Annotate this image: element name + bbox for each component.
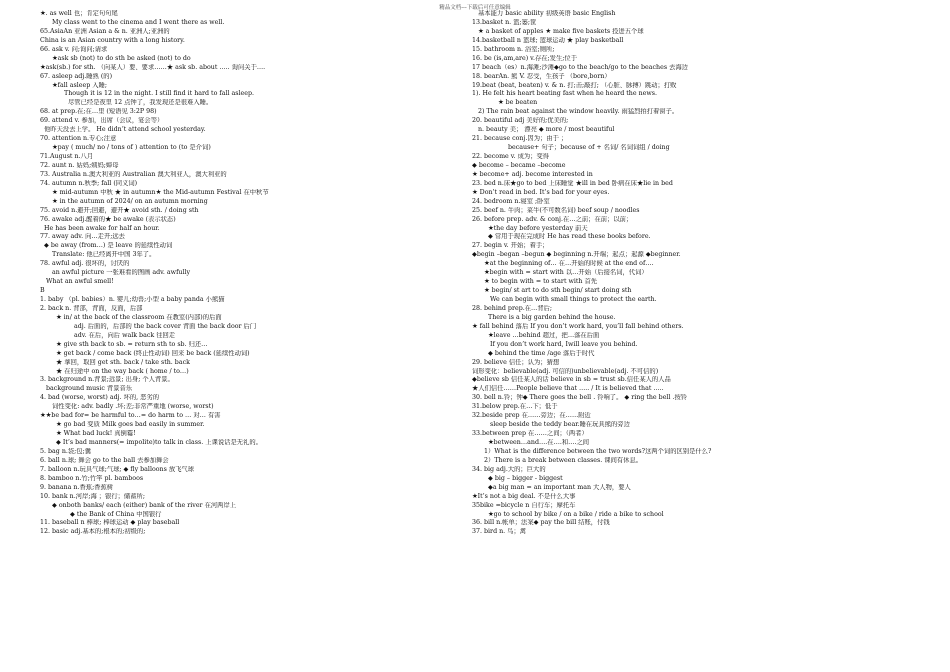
text-line: ◆ behind the time /age 落后于时代	[488, 349, 595, 357]
text-line: 他昨天没去上学。 He didn’t attend school yesterday.	[44, 126, 206, 134]
text-line: 词形变化：believable(adj. 可信的)unbelievable(adj. 不可信的)	[472, 367, 659, 375]
text-line: 33.between prep 在……之间；（两者）	[472, 430, 588, 438]
text-line: adv. 在后，向后 walk back 往回走	[74, 331, 176, 339]
text-line: 18. bearAn. 熊 V. 忍受，生孩子 （bore,born）	[472, 72, 611, 80]
text-line: 1). He felt his heart beating fast when he heard the news.	[472, 90, 657, 98]
text-line: 65.AsiaAn 亚洲 Asian a & n. 亚洲人;亚洲的	[40, 27, 170, 35]
text-line: 66. ask v. 问;询问;请求	[40, 45, 108, 53]
left-column	[40, 10, 450, 537]
text-line: 37. bird n. 鸟；禽	[472, 528, 527, 536]
text-line: ★ go bad 变质 Milk goes bad easily in summer.	[56, 421, 205, 429]
text-line: ★the day before yesterday 前天	[488, 224, 588, 232]
text-line: ★ mid-autumn 中秋 ★ in autumn★ the Mid-autumn Festival 在中秋节	[52, 188, 269, 196]
text-line: ★at the beginning of… 在…开始的时候 at the end of….	[484, 260, 654, 268]
text-line: 25. beef n. 牛肉；菜牛(不可数名词) beef soup / noodles	[472, 206, 640, 214]
text-line: ◆begin –began –begun ◆ beginning n.开端；起点；起源 ◆beginner.	[472, 251, 681, 259]
text-line: sleep beside the teddy bear.睡在玩具熊的旁边	[490, 421, 630, 429]
text-line: 2) The rain beat against the window heavily. 雨猛烈拍打着窗子。	[478, 108, 679, 116]
text-line: because+ 句子；because of + 名词/ 名词词组 / doing	[508, 144, 670, 152]
text-line: 19.beat (beat, beaten) v. & n. 打;击;敲打; （心脏、脉搏）跳动；打败	[472, 81, 677, 89]
text-line: ★fall asleep 入睡;	[52, 81, 107, 89]
text-line: 24. bedroom n.寝室 ;卧室	[472, 197, 550, 205]
text-line: 75. avoid n.避开;回避，避开★ avoid sth. / doing sth	[40, 206, 199, 214]
text-line: ★begin with = start with 以…开始（后接名词，代词）	[484, 269, 648, 277]
text-line: What an awful smell!	[46, 278, 114, 286]
text-line: 71.August n.八月	[40, 153, 94, 160]
text-line: 72. aunt n. 姑妈;姨妈;婶母	[40, 161, 119, 169]
text-line: 11. baseball n 棒球; 棒球运动 ◆ play baseball	[40, 519, 180, 527]
text-line: B	[40, 287, 45, 295]
right-column	[472, 10, 918, 537]
text-line: 9. banana n.香蕉;香蕉树	[40, 483, 114, 491]
text-line: 2. back n. 背部，背面，反面，后部	[40, 304, 143, 312]
text-line: 14.basketball n 篮球; 篮球运动 ★ play basketball	[472, 36, 624, 44]
text-line: ★ become+ adj. become interested in	[472, 170, 593, 178]
text-line: ◆ become – became –become	[472, 161, 566, 169]
text-line: ★ in/ at the back of the classroom 在教室(内部)的后面	[56, 313, 222, 321]
text-line: ◆believe sb 信任某人的话 believe in sb = trust sb.信任某人的人品	[472, 376, 671, 384]
text-line: ◆ big – bigger - biggest	[488, 474, 563, 482]
text-line: ★★be bad for= be harmful to…= do harm to … 对… 有害	[40, 412, 221, 420]
text-line: 35bike =bicycle n 自行车；摩托车	[472, 501, 576, 509]
text-line: ★人们信任……People believe that ….. / It is believed that …..	[472, 385, 664, 393]
text-line: ★ask sb (not) to do sth be asked (not) to do	[52, 54, 191, 62]
text-line: 4. bad (worse, worst) adj. 坏的, 恶劣的	[40, 394, 160, 402]
text-line: ◆ the Bank of China 中国银行	[70, 510, 162, 518]
text-line: ◆ be away (from…) 是 leave 的延续性动词	[44, 242, 173, 250]
text-line: 78. awful adj. 很坏的，讨厌的	[40, 260, 130, 268]
text-line: If you don’t work hard, Iwill leave you behind.	[490, 340, 638, 348]
text-line: 6. ball n.球; 舞会 go to the ball 去参加舞会	[40, 456, 169, 464]
text-line: 词性变化: adv. badly .坏;差;非常严重地 (worse, worst)	[52, 403, 214, 411]
text-line: 8. bamboo n.竹;竹竿 pl. bamboos	[40, 474, 144, 482]
text-line: China is an Asian country with a long history.	[40, 36, 185, 44]
text-line: ★. as well 也；肯定句句尾	[40, 10, 118, 17]
text-line: ★ a basket of apples ★ make five baskets 投进五个球	[478, 27, 644, 35]
text-line: 基本能力 basic ability 初级英语 basic English	[478, 10, 616, 17]
text-line: 20. beautiful adj 美好的;优美的;	[472, 117, 569, 125]
text-line: 69. attend v. 参加，出席（会议，宴会等）	[40, 117, 164, 125]
text-line: n. beauty 美； 漂亮 ◆ more / most beautiful	[478, 126, 615, 134]
text-line: ★ be beaten	[498, 99, 538, 107]
text-line: 21. because conj.因为；由于 ；	[472, 135, 568, 143]
text-line: ★ get back / come back (终止性动词) 回来 be back (延续性动词)	[56, 349, 250, 357]
text-line: There is a big garden behind the house.	[488, 313, 616, 321]
text-line: ★leave …behind 超过，把…落在后面	[488, 331, 600, 339]
text-line: 29. believe 信任；认为；猜想	[472, 358, 560, 366]
text-line: 32.beside prep 在……旁边；在……附近	[472, 412, 591, 420]
text-line: ★ What bad luck! 真倒霉!	[56, 430, 136, 438]
text-line: 13.basket n. 篮;篓;筐	[472, 18, 537, 26]
text-line: 1）What is the difference between the two words?这两个词的区别是什么?	[484, 447, 712, 455]
text-line: adj. 后面的，后部的 the back cover 背面 the back door 后门	[74, 322, 257, 330]
text-line: 7. balloon n.玩具气球;气球; ◆ fly balloons 放飞气球	[40, 465, 195, 473]
text-line: 26. before prep. adv. & conj.在…之前；在前；以前；	[472, 215, 633, 223]
text-line: ★ask(sb.) for sth. （向某人）要、要求……★ ask sb. about ….. 询问关于….	[40, 63, 266, 71]
text-line: ★ 在归途中 on the way back ( home / to…)	[56, 367, 189, 375]
text-line: ★ begin/ st art to do sth begin/ start doing sth	[484, 287, 632, 295]
text-line: 2）There is a break between classes. 课间有休息。	[484, 456, 643, 464]
text-line: ◆ 常用于现在完成时 He has read these books before.	[488, 233, 651, 241]
text-line: ★pay ( much/ no / tons of ) attention to (to 是介词)	[52, 144, 211, 152]
text-line: 36. bill n.帐单；法案◆ pay the bill 结账，付钱	[472, 519, 610, 527]
text-line: 22. become v. 成为；变得	[472, 153, 550, 160]
text-line: 12. basic adj.基本的;根本的;初级的;	[40, 528, 146, 536]
text-line: ★ give sth back to sb. = return sth to sb. 归还…	[56, 340, 208, 348]
text-line: ★go to school by bike / on a bike / ride a bike to school	[488, 510, 664, 518]
text-line: 68. at prep.在;在…里 (短语见 3:2P 98)	[40, 108, 157, 116]
text-line: 17 beach（es）n.海滩;沙滩◆go to the beach/go to the beaches 去海边	[472, 63, 688, 71]
text-line: 1. baby （pl. babies）n. 婴儿;幼兽;小型 a baby panda 小熊猫	[40, 296, 225, 303]
text-line: 73. Australia n.澳大利亚的 Australian 澳大利亚人，澳大利亚的	[40, 170, 227, 178]
text-line: 28. behind prep.在…背后;	[472, 304, 553, 312]
text-line: 27. begin v. 开始；着手；	[472, 242, 549, 250]
text-line: ★ to begin with = to start with 首先	[484, 278, 598, 286]
text-line: Translate: 他已经离开中国 3年了。	[52, 251, 156, 259]
text-line: 16. be (is,am,are) v.存在;发生;位于	[472, 54, 577, 62]
text-line: ★between…and….在….和….之间	[488, 439, 590, 446]
text-line: We can begin with small things to protect the earth.	[490, 296, 657, 303]
text-line: 23. bed n.床★go to bed 上床睡觉 ★ill in bed 卧病在床★lie in bed	[472, 179, 673, 187]
text-line: 70. attention n.专心;注意	[40, 135, 117, 143]
text-line: 76. awake adj.醒着的★ be awake (表示状态)	[40, 215, 176, 223]
text-line: 3. background n.背景;远景; 出身; 个人背景。	[40, 376, 174, 384]
text-line: 15. bathroom n. 浴室;厕所;	[472, 45, 555, 53]
text-line: ★ 拿回，取回 get sth. back / take sth. back	[56, 358, 190, 366]
text-line: He has been awake for half an hour.	[44, 224, 160, 232]
text-line: 67. asleep adj.睡熟 (的)	[40, 72, 113, 80]
text-line: My class went to the cinema and I went there as well.	[52, 18, 225, 26]
text-line: ◆a big man = an important man 大人物，要人	[488, 483, 631, 491]
text-line: Though it is 12 in the night. I still find it hard to fall asleep.	[64, 90, 254, 98]
text-line: 尽管已经是夜里 12 点钟了，我发现还是很难入睡。	[68, 99, 213, 107]
text-line: 34. big adj.大的；巨大的	[472, 465, 546, 473]
text-line: 10. bank n.河岸;海 ；银行；储蓄所;	[40, 492, 145, 500]
text-line: 74. autumn n.秋季; fall (同义词)	[40, 179, 138, 187]
text-line: an awful picture 一张难看的图画 adv. awfully	[52, 269, 191, 277]
text-line: ◆ It’s bad manners(= impolite)to talk in class. 上课说话是无礼的。	[56, 439, 262, 446]
text-line: ★ in the autumn of 2024/ on an autumn morning	[52, 197, 208, 205]
text-line: 30. bell n.铃；钟◆ There goes the bell . 铃响了。 ◆ ring the bell .按铃	[472, 394, 688, 402]
text-line: 5. bag n.袋;包;囊	[40, 447, 92, 455]
text-line: background music 背景音乐	[46, 385, 133, 393]
text-line: ★ fall behind 落后 If you don’t work hard, you’ll fall behind others.	[472, 322, 684, 330]
text-line: 31.below prep.在…下；低于	[472, 403, 558, 411]
text-line: ◆ onboth banks/ each (either) bank of the river 在河两岸上	[52, 501, 237, 509]
text-line: 77. away adv. 向…走开;远去	[40, 233, 125, 241]
page-header: 精品文档---下载后可任意编辑	[439, 5, 511, 11]
text-line: ★ Don’t read in bed. It’s bad for your eyes.	[472, 188, 610, 196]
text-line: ★It’s not a big deal. 不是什么大事	[472, 492, 576, 500]
